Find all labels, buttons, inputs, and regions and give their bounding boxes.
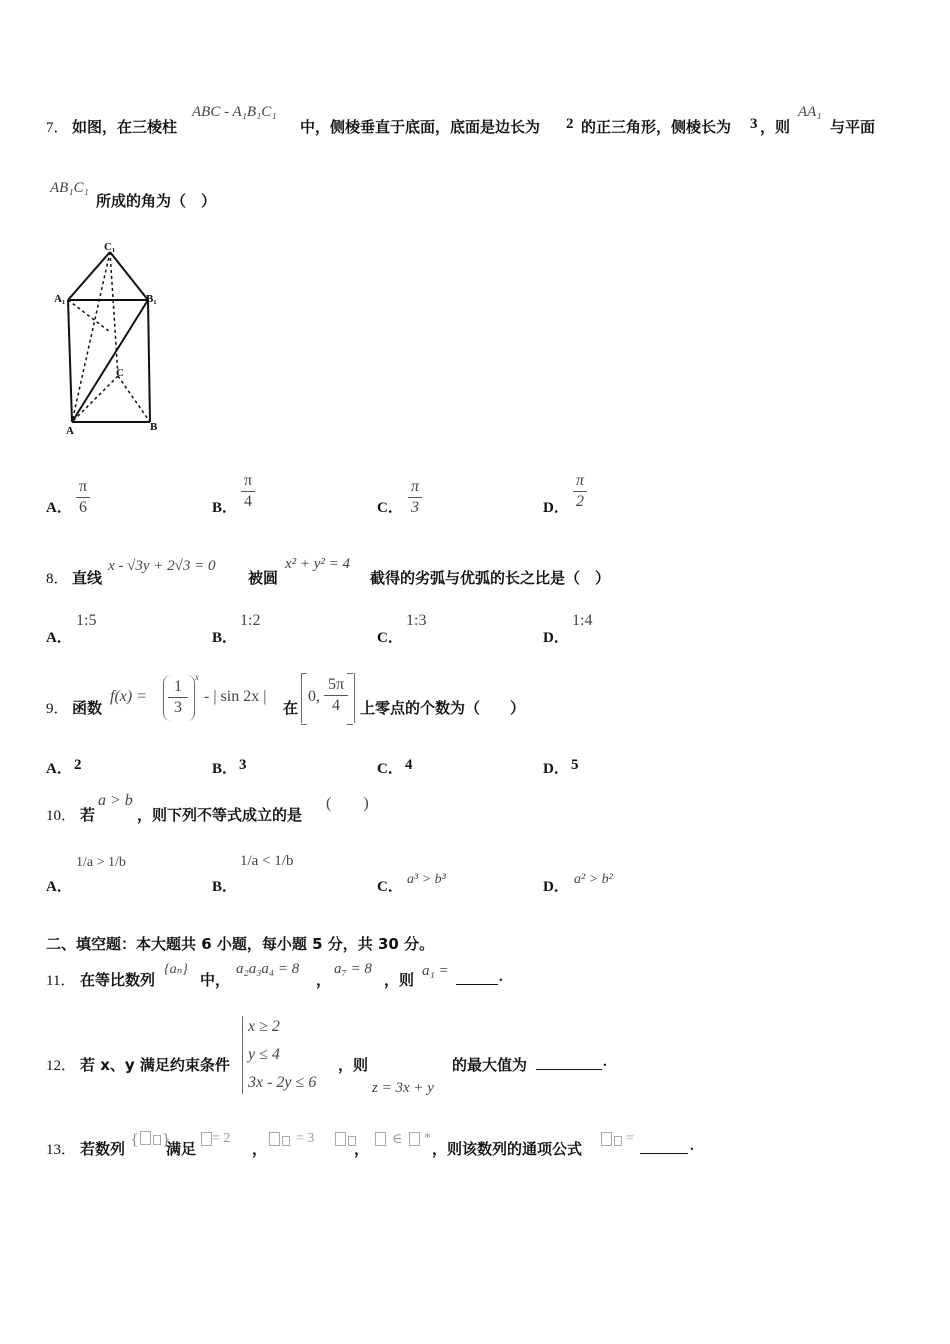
- question-number: 7．: [46, 120, 69, 136]
- membership-symbol: ∈: [392, 1132, 403, 1147]
- edge-b1-b: [148, 300, 150, 422]
- target: a₁ =: [422, 963, 449, 979]
- question-text: ，则: [760, 118, 791, 136]
- edge-length: 3: [750, 116, 758, 132]
- question-text: 直线: [72, 569, 103, 587]
- condition-2: a₇ = 8: [334, 961, 372, 977]
- option-c-value: 4: [405, 757, 413, 773]
- missing-glyph-term: [600, 1131, 623, 1149]
- option-b-label: B．: [212, 500, 238, 516]
- label-c: C: [116, 367, 124, 379]
- label-a: A: [66, 425, 74, 436]
- option-a-label: A．: [46, 500, 72, 516]
- option-b-label: B．: [212, 630, 238, 646]
- option-a-label: A．: [46, 630, 72, 646]
- option-c-label: C．: [377, 761, 403, 777]
- prism-expression: ABC - A₁B₁C₁: [192, 104, 277, 120]
- question-number: 10．: [46, 808, 77, 824]
- numerator: π: [243, 472, 253, 489]
- option-b-value: 3: [239, 757, 247, 773]
- label-c1: C₁: [104, 241, 116, 253]
- question-text: ，则: [338, 1056, 369, 1074]
- edge-expression: AA₁: [798, 104, 822, 120]
- option-b-fraction: [241, 472, 255, 511]
- segment-b1-a: [72, 300, 148, 422]
- question-text: 在: [283, 699, 299, 717]
- sequence: {aₙ}: [164, 962, 188, 977]
- question-text: 与平面: [830, 118, 876, 136]
- edge-c1-a1: [68, 252, 110, 300]
- question-text: 若数列: [80, 1140, 126, 1158]
- side-length: 2: [566, 116, 574, 132]
- section-heading: 二、填空题：本大题共 6 小题，每小题 5 分，共 30 分。: [46, 935, 435, 953]
- answer-blank[interactable]: [536, 1069, 602, 1070]
- option-d-expression: a² > b²: [574, 872, 613, 887]
- constraint-1: x ≥ 2: [248, 1018, 280, 1035]
- equals-sign: =: [626, 1131, 634, 1146]
- question-number: 13．: [46, 1142, 77, 1158]
- option-d-label: D．: [543, 761, 569, 777]
- label-b1: B₁: [146, 293, 157, 305]
- question-number: 8．: [46, 571, 69, 587]
- question-text: 所成的角为（ ）: [96, 192, 217, 210]
- answer-paren: ( ): [326, 795, 369, 812]
- comma: ，: [354, 1140, 370, 1158]
- edge-c1-b1: [110, 252, 148, 300]
- period: .: [499, 969, 503, 985]
- period: .: [690, 1138, 694, 1154]
- edge-c-a: [72, 376, 118, 422]
- denominator: 3: [411, 499, 419, 516]
- question-text: 截得的劣弧与优弧的长之比是（ ）: [370, 569, 611, 587]
- question-text: 若 x、y 满足约束条件: [80, 1056, 230, 1074]
- condition-1: a₂a₃a₄ = 8: [236, 961, 300, 977]
- missing-glyph-set: [408, 1131, 421, 1149]
- denominator: 3: [174, 699, 182, 716]
- option-a-fraction: [76, 478, 90, 517]
- question-text: 满足: [166, 1140, 197, 1158]
- option-b-label: B．: [212, 761, 238, 777]
- option-d-value: 5: [571, 757, 579, 773]
- condition-1-value: = 2: [212, 1131, 231, 1146]
- plane-expression: AB₁C₁: [50, 180, 89, 196]
- question-text: 的最大值为: [452, 1056, 528, 1074]
- star-symbol: *: [424, 1131, 431, 1146]
- question-text: 被圆: [248, 569, 279, 587]
- question-text: 在等比数列: [80, 971, 156, 989]
- separator: ，: [316, 971, 332, 989]
- comma: ，: [252, 1140, 268, 1158]
- question-text: 若: [80, 806, 96, 824]
- option-c-value: 1:3: [406, 612, 427, 629]
- option-a-expression: 1/a > 1/b: [76, 855, 126, 870]
- denominator: 4: [332, 697, 340, 714]
- question-text: ，则该数列的通项公式: [432, 1140, 583, 1158]
- segment-a1-mid: [68, 300, 110, 332]
- question-text: 中，侧棱垂直于底面，底面是边长为: [300, 118, 541, 136]
- label-a1: A₁: [54, 293, 66, 305]
- function-name: f(x) =: [110, 688, 147, 705]
- numerator: π: [78, 478, 88, 495]
- question-number: 9．: [46, 701, 69, 717]
- label-b: B: [150, 421, 158, 433]
- edge-a1-a: [68, 300, 72, 422]
- condition: a > b: [98, 792, 133, 809]
- option-d-label: D．: [543, 879, 569, 895]
- question-text: ，则: [384, 971, 415, 989]
- period: .: [603, 1054, 607, 1070]
- numerator: 5π: [327, 676, 345, 693]
- question-text: 函数: [72, 699, 103, 717]
- function-rest: - | sin 2x |: [204, 688, 267, 705]
- missing-glyph-sequence: { }: [130, 1132, 171, 1148]
- question-text: 的正三角形，侧棱长为: [581, 118, 732, 136]
- option-b-label: B．: [212, 879, 238, 895]
- circle-equation: x² + y² = 4: [285, 556, 351, 572]
- answer-blank[interactable]: [456, 984, 498, 985]
- question-text: 上零点的个数为（ ）: [360, 699, 526, 717]
- line-equation: x - √3y + 2√3 = 0: [108, 558, 216, 574]
- option-c-expression: a³ > b³: [407, 872, 446, 887]
- condition-2-value: = 3: [296, 1131, 315, 1146]
- option-b-expression: 1/a < 1/b: [240, 853, 294, 869]
- objective-function: z = 3x + y: [372, 1080, 434, 1096]
- option-d-fraction: [573, 472, 587, 511]
- option-d-label: D．: [543, 500, 569, 516]
- segment-c1-a: [72, 252, 110, 422]
- numerator: π: [575, 472, 584, 489]
- numerator: 1: [174, 678, 182, 695]
- missing-glyph-term: [268, 1131, 291, 1149]
- question-text: 如图，在三棱柱: [72, 118, 178, 136]
- edge-c-b: [118, 376, 150, 422]
- prism-figure: [50, 236, 190, 436]
- answer-blank[interactable]: [640, 1153, 688, 1154]
- constraint-2: y ≤ 4: [248, 1046, 280, 1063]
- missing-glyph-var: [374, 1131, 387, 1149]
- option-b-value: 1:2: [240, 612, 261, 629]
- interval-left: 0,: [308, 688, 320, 705]
- base-fraction: [168, 678, 188, 717]
- question-text: 中，: [200, 971, 231, 989]
- option-c-label: C．: [377, 630, 403, 646]
- numerator: π: [410, 478, 419, 495]
- denominator: 4: [244, 493, 252, 510]
- question-number: 12．: [46, 1058, 77, 1074]
- exponent: x: [195, 672, 199, 682]
- constraint-brace: [242, 1016, 243, 1094]
- constraint-3: 3x - 2y ≤ 6: [248, 1074, 317, 1091]
- option-d-value: 1:4: [572, 612, 593, 629]
- option-a-value: 1:5: [76, 612, 97, 629]
- option-d-label: D．: [543, 630, 569, 646]
- question-number: 11．: [46, 973, 76, 989]
- option-c-label: C．: [377, 879, 403, 895]
- option-a-label: A．: [46, 879, 72, 895]
- interval-fraction: [324, 676, 348, 715]
- option-c-fraction: [408, 478, 422, 517]
- option-a-value: 2: [74, 757, 82, 773]
- denominator: 2: [576, 493, 584, 510]
- denominator: 6: [79, 499, 87, 516]
- question-text: ，则下列不等式成立的是: [137, 806, 303, 824]
- option-a-label: A．: [46, 761, 72, 777]
- option-c-label: C．: [377, 500, 403, 516]
